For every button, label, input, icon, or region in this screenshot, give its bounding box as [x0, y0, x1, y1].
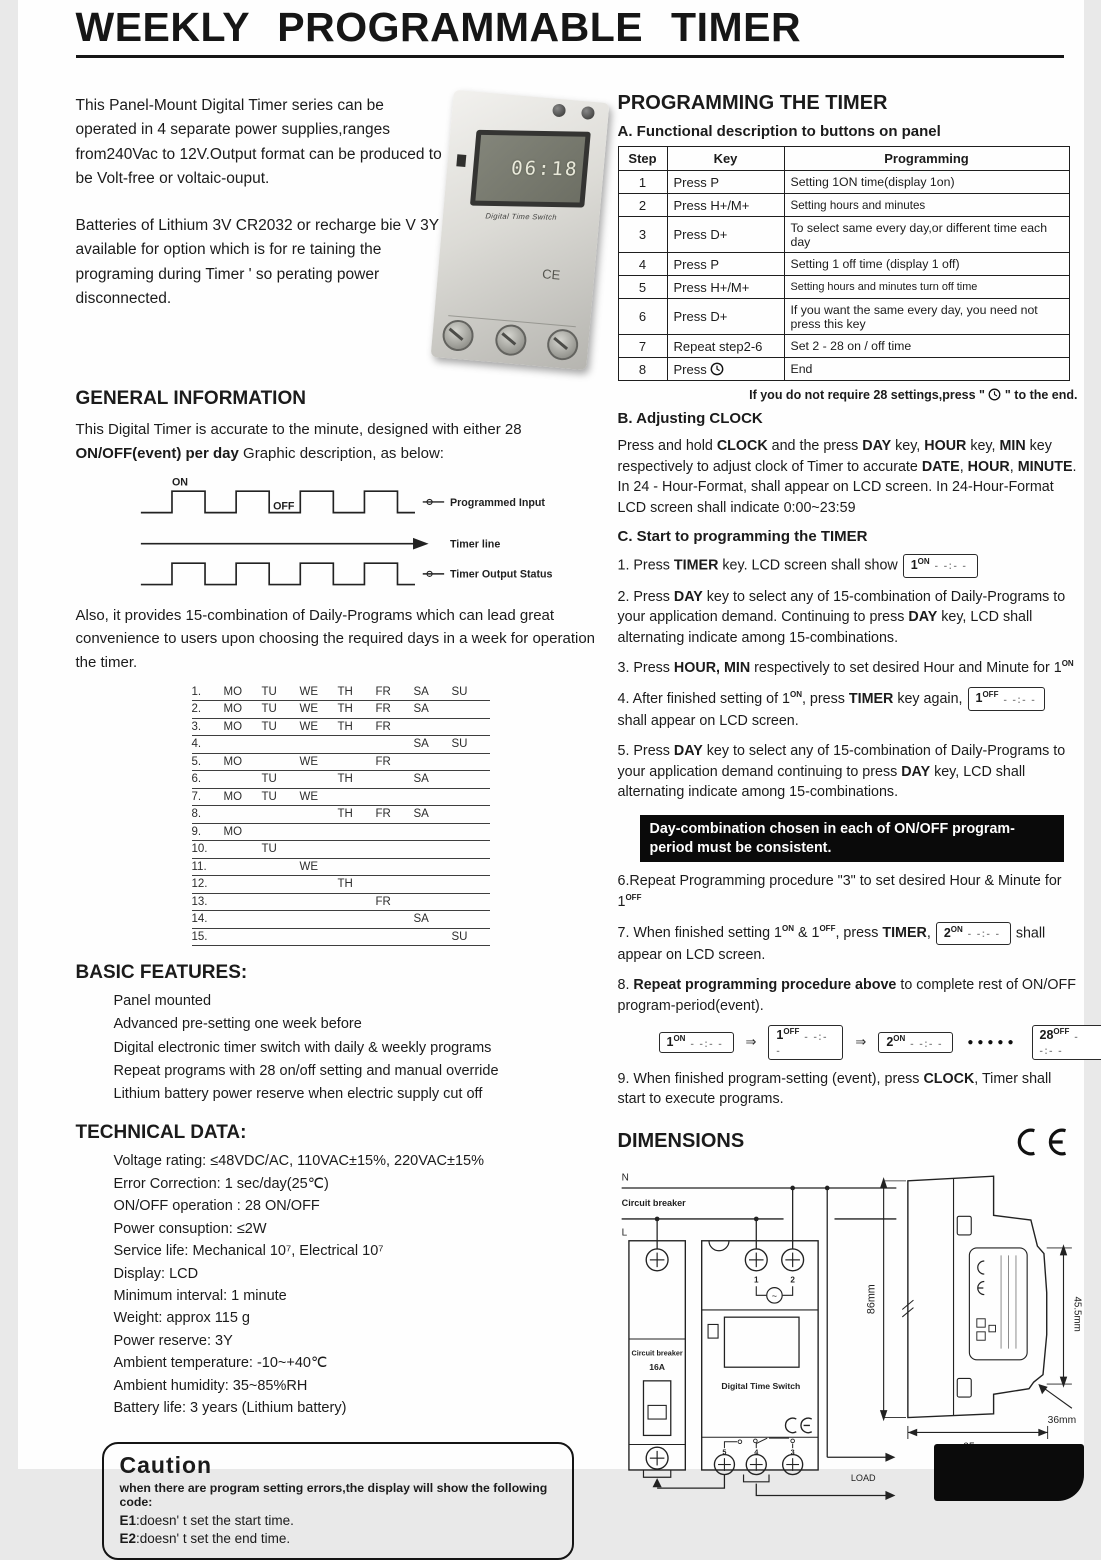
dim-depth: 36mm [1047, 1415, 1076, 1427]
dim-height: 86mm [864, 1284, 877, 1315]
combo-day: TH [337, 808, 353, 821]
dimensions-heading: DIMENSIONS [617, 1130, 745, 1153]
combo-day [224, 913, 262, 925]
combo-day: TH [337, 703, 353, 716]
day-combination-row [192, 841, 490, 859]
combo-day [414, 791, 452, 803]
table-row [618, 194, 1069, 217]
lcd-box: $1^{OFF}$ - -:- - [768, 1025, 843, 1059]
day-combination-row [192, 719, 490, 737]
day-combination-row [192, 859, 490, 877]
day-combination-row [192, 911, 490, 929]
ce-mark-small [785, 1418, 796, 1433]
combo-day [262, 878, 300, 890]
combo-day: MO [223, 825, 243, 838]
cell-programming: Setting hours and minutes turn off time [784, 276, 1069, 299]
combo-day [452, 843, 490, 855]
technical-data-item: Ambient humidity: 35~85%RH [113, 1377, 308, 1394]
caution-line: when there are program setting errors,the display will show the following code: [119, 1480, 548, 1509]
combo-day: SU [451, 738, 468, 751]
combo-day [452, 826, 490, 838]
combo-day [338, 843, 376, 855]
technical-data-item: ON/OFF operation : 28 ON/OFF [113, 1198, 320, 1215]
clock-icon [710, 362, 724, 376]
step-3: 3. Press HOUR, MIN respectively to set desired Hour and Minute for $1^{ON}$ [617, 658, 1074, 676]
combo-day: FR [375, 685, 391, 698]
combo-day: SA [413, 913, 429, 926]
combo-number: 13. [191, 895, 208, 908]
terminal-number: 1 [753, 1275, 759, 1285]
terminal-number: 3 [790, 1447, 795, 1457]
technical-data-item: Battery life: 3 years (Lithium battery) [113, 1400, 347, 1417]
section-a-heading: A. Functional description to buttons on panel [617, 123, 941, 140]
cell-key: Press H+/M+ [667, 276, 784, 299]
combo-day [414, 843, 452, 855]
table-header-row [618, 147, 1069, 171]
cell-programming: Setting 1ON time(display 1on) [784, 171, 1069, 194]
header [76, 4, 1066, 58]
day-combination-table [192, 684, 490, 947]
terminal-number: 5 [721, 1447, 726, 1457]
caution-error-e1: E1:doesn' t set the start time. [119, 1512, 294, 1528]
day-combination-row [192, 894, 490, 912]
technical-data-item: Display: LCD [113, 1265, 199, 1282]
photo-brand-label: Digital Time Switch [484, 211, 557, 222]
timer-line-arrowhead [413, 538, 429, 550]
cell-step: 5 [618, 276, 667, 299]
photo-indicator [456, 154, 466, 167]
day-combination-row [192, 806, 490, 824]
left-column [76, 88, 598, 1560]
cell-programming: Setting hours and minutes [784, 194, 1069, 217]
timer-output-wave [140, 563, 414, 584]
manual-page [18, 0, 1084, 1546]
step-7: 7. When finished setting $1^{ON}$ & $1^{OFF}$, press TIMER, $2^{ON}$ - -:- - shall appear on LCD screen. [618, 922, 1080, 966]
combo-day [452, 721, 490, 733]
day-combination-row [192, 736, 490, 754]
step-1: 1. Press TIMER key. LCD screen shall show $1^{ON}$ - -:- - [618, 554, 1080, 578]
combo-number: 15. [191, 930, 208, 943]
terminal-number: 4 [753, 1447, 758, 1457]
combo-day: WE [299, 720, 319, 733]
basic-features-heading: BASIC FEATURES: [75, 962, 248, 984]
day-combination-row [192, 929, 490, 947]
combinations-paragraph: Also, it provides 15-combination of Daily-Programs which can lead great convenience to users upon choosing the required days in a week for operation the timer. [75, 607, 595, 671]
terminal-number: 2 [789, 1275, 795, 1285]
combo-day: MO [223, 755, 243, 768]
intro-paragraph-2: Batteries of Lithium 3V CR2032 or recharge bie V 3Y available for option which is for re taining the programing during Timer ' so perating power disconnected. [75, 216, 439, 308]
wiring-diagram [618, 1168, 900, 1500]
table-footnote: If you do not require 28 settings,press " " to the end. [749, 388, 1078, 402]
sequence-arrow: ⇒ [745, 1034, 757, 1050]
combo-day: SU [451, 685, 468, 698]
load-label: LOAD [850, 1472, 876, 1483]
table-row [618, 217, 1069, 253]
feature-item: Lithium battery power reserve when electric supply cut off [113, 1086, 483, 1102]
dimensions-diagrams [618, 1162, 1084, 1510]
table-row [618, 276, 1069, 299]
cell-key: Press D+ [667, 217, 784, 253]
button-function-table [618, 146, 1070, 381]
combo-day [224, 773, 262, 785]
combo-day: TU [261, 790, 277, 803]
feature-item: Repeat programs with 28 on/off setting and manual override [113, 1062, 499, 1079]
programming-heading: PROGRAMMING THE TIMER [617, 92, 888, 114]
lcd-box: $1^{ON}$ - -:- - [903, 554, 978, 578]
lcd-box: $2^{ON}$ - -:- - [878, 1032, 953, 1052]
combo-day [338, 913, 376, 925]
combo-day [338, 861, 376, 873]
combo-number: 5. [191, 755, 202, 768]
lcd-box: $1^{ON}$ - -:- - [659, 1032, 734, 1052]
dimension-drawing [865, 1162, 1084, 1456]
cell-programming: Set 2 - 28 on / off time [784, 335, 1069, 358]
combo-day [414, 721, 452, 733]
day-combination-row [192, 701, 490, 719]
combo-day [376, 913, 414, 925]
combo-day [376, 791, 414, 803]
wave-legend-timer-line: Timer line [449, 538, 500, 551]
step-2: 2. Press DAY key to select any of 15-combination of Daily-Programs to your application demand. Continuing to press DAY key, LCD shall alternating indicate among 15-combinations. [617, 588, 1066, 646]
step-5: 5. Press DAY key to select any of 15-combination of Daily-Programs to your application demand continuing to press DAY key, LCD shall alternating indicate among 15-combinations. [617, 742, 1066, 801]
timer-body [701, 1241, 817, 1470]
timer-button [708, 1324, 718, 1338]
breaker-rating: 16A [648, 1361, 665, 1372]
combo-day [262, 826, 300, 838]
table-row [618, 253, 1069, 276]
wire-label-l: L [621, 1227, 627, 1239]
combo-day: TU [261, 685, 277, 698]
combo-day [224, 843, 262, 855]
combo-day: TU [261, 720, 277, 733]
wave-legend-timer-output: Timer Output Status [449, 568, 553, 581]
combo-day: SU [451, 930, 468, 943]
cell-step: 7 [618, 335, 667, 358]
combo-day: WE [299, 685, 319, 698]
technical-data-item: Minimum interval: 1 minute [113, 1288, 287, 1304]
combo-day [414, 896, 452, 908]
combo-day [262, 756, 300, 768]
redacted-block [934, 1444, 1084, 1501]
wave-legend-programmed-input: Programmed Input [449, 496, 545, 509]
combo-day [376, 773, 414, 785]
timer-button [957, 1378, 971, 1397]
combo-day: MO [223, 720, 243, 733]
combo-day [338, 931, 376, 943]
photo-top-screws [552, 103, 595, 120]
lcd-bezel [469, 130, 590, 208]
combo-day [452, 703, 490, 715]
page-title: WEEKLY PROGRAMMABLE TIMER [75, 4, 802, 50]
combo-day [452, 791, 490, 803]
combo-day [224, 738, 262, 750]
combo-day [338, 826, 376, 838]
feature-item: Panel mounted [113, 993, 212, 1010]
combo-number: 2. [191, 703, 202, 716]
cell-programming: Setting 1 off time (display 1 off) [784, 253, 1069, 276]
timer-button [957, 1216, 971, 1235]
lcd-box: $2^{ON}$ - -:- - [936, 922, 1011, 946]
lcd-box: $1^{OFF}$ - -:- - [968, 687, 1046, 711]
svg-text:~: ~ [771, 1290, 777, 1301]
combo-day [224, 861, 262, 873]
combo-day [452, 756, 490, 768]
combo-day: TU [261, 843, 277, 856]
timer-lcd [724, 1317, 799, 1367]
caution-box [102, 1442, 574, 1560]
adjusting-clock-paragraph: Press and hold CLOCK and the press DAY key, HOUR key, MIN key respectively to adjust clock of Timer to accurate DATE, HOUR, MINUTE. In 24 - Hour-Format, shall appear on LCD screen. In 24-Hour-Format LCD screen shall indicate 0:00~23:59 [617, 438, 1077, 517]
combo-day [224, 808, 262, 820]
combo-day: TU [261, 773, 277, 786]
combo-number: 11. [191, 860, 207, 873]
caution-error-e2: E2:doesn' t set the end time. [119, 1530, 291, 1546]
combo-day: FR [375, 703, 391, 716]
feature-item: Advanced pre-setting one week before [113, 1016, 362, 1033]
combo-day: WE [299, 703, 319, 716]
step-8: 8. Repeat programming procedure above to complete rest of ON/OFF program-period(event). [617, 976, 1076, 1014]
technical-data-item: Error Correction: 1 sec/day(25℃) [113, 1175, 329, 1192]
caution-title: Caution [119, 1451, 213, 1478]
cell-step: 2 [618, 194, 667, 217]
combo-day: TU [261, 703, 277, 716]
combo-day: WE [299, 790, 319, 803]
general-information-paragraph: This Digital Timer is accurate to the minute, designed with either 28 ON/OFF(event) per day Graphic description, as below: [75, 421, 522, 462]
combo-day [224, 896, 262, 908]
combo-day [376, 931, 414, 943]
sequence-ellipsis: ●●●●● [967, 1036, 1018, 1048]
combo-day [300, 931, 338, 943]
step-4: 4. After finished setting of $1^{ON}$, press TIMER key again, $1^{OFF}$ - -:- - shall appear on LCD screen. [618, 687, 1080, 731]
table-row [618, 299, 1069, 335]
combo-day [452, 773, 490, 785]
combo-day [376, 843, 414, 855]
combo-day [300, 738, 338, 750]
combo-day [300, 843, 338, 855]
cell-programming: End [784, 358, 1069, 381]
combo-day [224, 931, 262, 943]
waveform-diagram [102, 472, 588, 596]
cell-step: 8 [618, 358, 667, 381]
technical-data-item: Voltage rating: ≤48VDC/AC, 110VAC±15%, 220VAC±15% [113, 1153, 484, 1170]
combo-number: 7. [191, 790, 202, 803]
dim-front: 45.5mm [1071, 1296, 1083, 1332]
combo-day: FR [375, 895, 391, 908]
cell-step: 4 [618, 253, 667, 276]
photo-ce-mark: CE [541, 266, 561, 283]
combo-day [224, 878, 262, 890]
combo-day: TH [337, 685, 353, 698]
cell-step: 3 [618, 217, 667, 253]
cell-key: Press D+ [667, 299, 784, 335]
lcd-box: $28^{OFF}$ - -:- - [1032, 1025, 1101, 1059]
combo-day [262, 861, 300, 873]
ce-mark-small [977, 1261, 984, 1274]
cell-key: Press P [667, 171, 784, 194]
section-b-heading: B. Adjusting CLOCK [617, 410, 763, 427]
technical-data-item: Ambient temperature: -10~+40℃ [113, 1355, 328, 1372]
combo-day [300, 808, 338, 820]
combo-number: 14. [191, 913, 208, 926]
day-combination-row [192, 789, 490, 807]
ce-mark-icon [1008, 1126, 1074, 1158]
combo-day: TH [337, 720, 353, 733]
clock-icon [988, 388, 1001, 401]
col-programming: Programming [784, 147, 1069, 171]
combo-number: 8. [191, 808, 202, 821]
day-combination-row [192, 824, 490, 842]
col-key: Key [667, 147, 784, 171]
combo-day: TH [337, 773, 353, 786]
combo-number: 4. [191, 738, 202, 751]
combo-day [338, 896, 376, 908]
combo-day [414, 756, 452, 768]
cell-key: Repeat step2-6 [667, 335, 784, 358]
combo-day: FR [375, 808, 391, 821]
combo-day: MO [223, 703, 243, 716]
combo-day [338, 756, 376, 768]
combo-day [338, 791, 376, 803]
intro-paragraph-1: This Panel-Mount Digital Timer series can be operated in 4 separate power supplies,ranges from240Vac to 12V.Output format can be produced to be Volt-free or voltaic-ouput. [75, 97, 442, 188]
timer-brand: Digital Time Switch [720, 1380, 800, 1391]
lcd-display: 06:18 [475, 135, 585, 203]
combo-day: SA [413, 685, 429, 698]
combo-day [414, 826, 452, 838]
cell-key: Press [667, 358, 784, 381]
wave-label-off: OFF [272, 500, 294, 513]
combo-day: FR [375, 755, 391, 768]
combo-day [338, 738, 376, 750]
combo-day [262, 738, 300, 750]
combo-day [452, 913, 490, 925]
feature-item: Digital electronic timer switch with daily & weekly programs [113, 1039, 492, 1056]
section-c-heading: C. Start to programming the TIMER [617, 527, 868, 545]
combo-day: SA [413, 808, 429, 821]
basic-features-list [114, 990, 598, 1106]
cell-step: 6 [618, 299, 667, 335]
cell-key: Press H+/M+ [667, 194, 784, 217]
table-row [618, 171, 1069, 194]
technical-data-heading: TECHNICAL DATA: [75, 1122, 247, 1144]
dimensions-header [618, 1126, 1074, 1158]
combo-day [300, 773, 338, 785]
combo-number: 12. [191, 878, 208, 891]
combo-day [300, 826, 338, 838]
day-combination-row [192, 754, 490, 772]
combo-day [376, 826, 414, 838]
technical-data-list [114, 1150, 598, 1420]
table-row [618, 358, 1069, 381]
combo-day: SA [413, 773, 429, 786]
combo-day [262, 896, 300, 908]
step-6: 6.Repeat Programming procedure "3" to set desired Hour & Minute for $1^{OFF}$ [617, 873, 1062, 910]
combo-day [452, 878, 490, 890]
combo-day: SA [413, 703, 429, 716]
table-row [618, 335, 1069, 358]
combo-day [414, 878, 452, 890]
combo-number: 1. [191, 685, 202, 698]
general-information-heading: GENERAL INFORMATION [75, 388, 306, 409]
day-combination-row [192, 876, 490, 894]
device-profile [907, 1176, 1046, 1417]
technical-data-item: Weight: approx 115 g [113, 1310, 250, 1327]
combo-day: TH [337, 878, 353, 891]
combo-day: MO [223, 685, 243, 698]
day-combination-row [192, 684, 490, 702]
technical-data-item: Power reserve: 3Y [113, 1332, 233, 1349]
combo-day: WE [299, 860, 319, 873]
combo-day [300, 896, 338, 908]
combo-day: FR [375, 720, 391, 733]
combo-day [262, 808, 300, 820]
combo-day: SA [413, 738, 429, 751]
wave-label-on: ON [171, 476, 188, 489]
technical-data-item: Power consuption: ≤2W [113, 1220, 267, 1237]
combo-number: 10. [191, 843, 208, 856]
day-combination-row [192, 771, 490, 789]
combo-day [376, 861, 414, 873]
circuit-breaker-label: Circuit breaker [621, 1198, 686, 1209]
combo-day: MO [223, 790, 243, 803]
combo-day [376, 878, 414, 890]
combo-day [452, 861, 490, 873]
col-step: Step [618, 147, 667, 171]
cell-programming: To select same every day,or different time each day [784, 217, 1069, 253]
combo-day [414, 861, 452, 873]
combo-day [376, 738, 414, 750]
breaker-text: Circuit breaker [630, 1348, 683, 1358]
combo-day [262, 913, 300, 925]
cell-step: 1 [618, 171, 667, 194]
wire-label-n: N [621, 1172, 629, 1184]
combo-day [452, 808, 490, 820]
technical-data-item: Service life: Mechanical 10⁷, Electrical 10⁷ [113, 1243, 384, 1260]
combo-day [414, 931, 452, 943]
right-column [617, 92, 1083, 1510]
combo-day [262, 931, 300, 943]
combo-day [300, 913, 338, 925]
cell-programming: If you want the same every day, you need not press this key [784, 299, 1069, 335]
step-9: 9. When finished program-setting (event), press CLOCK, Timer shall start to execute programs. [617, 1070, 1052, 1108]
product-photo [430, 90, 609, 371]
combo-day [452, 896, 490, 908]
consistency-banner: Day-combination chosen in each of ON/OFF program-period must be consistent. [640, 815, 1064, 862]
sequence-arrow: ⇒ [855, 1034, 867, 1050]
combo-number: 3. [191, 720, 202, 733]
combo-number: 9. [191, 825, 202, 838]
combo-number: 6. [191, 773, 202, 786]
combo-day [300, 878, 338, 890]
program-sequence [654, 1025, 1080, 1059]
cell-key: Press P [667, 253, 784, 276]
intro-section [76, 94, 598, 370]
title-underline [76, 55, 1064, 58]
combo-day: WE [299, 755, 319, 768]
